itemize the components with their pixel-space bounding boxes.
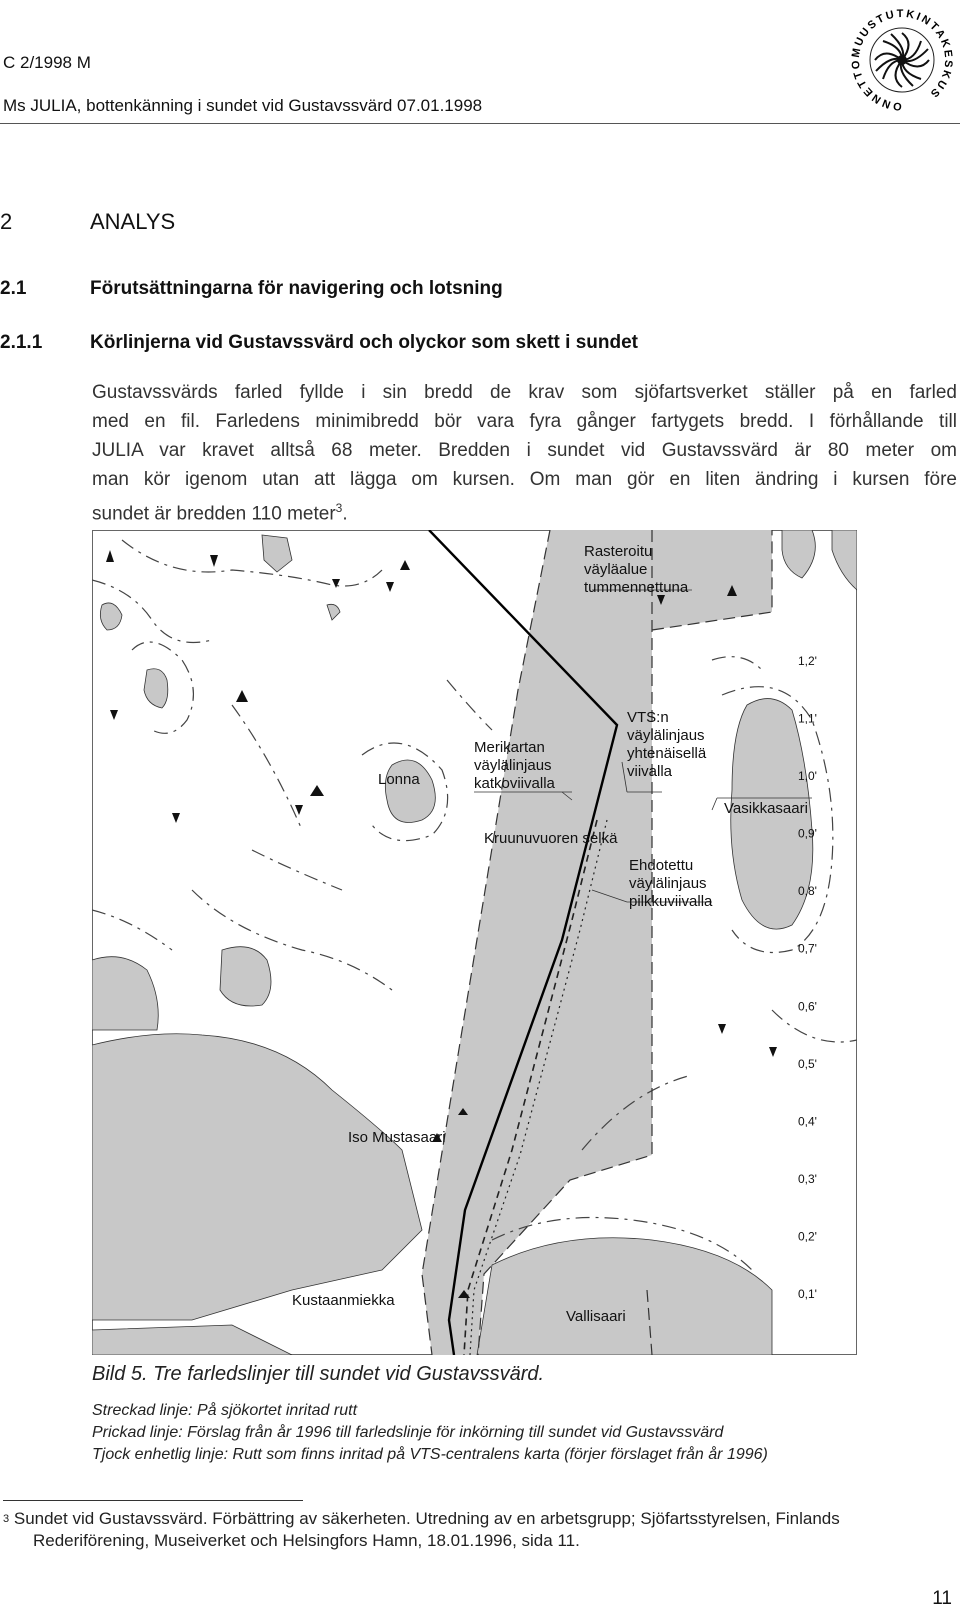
map-label-merikartan: Merikartan: [474, 739, 545, 756]
scale-label: 1,2': [798, 654, 817, 668]
body-paragraph: [92, 378, 957, 528]
section-number: 2: [0, 209, 13, 234]
seal-text: ONNETTOMUUSTUTKINTAKESKUS: [849, 7, 955, 113]
footnote-reference[interactable]: 3: [335, 501, 343, 515]
islet: [220, 947, 271, 1006]
scale-label: 0,7': [798, 941, 817, 956]
section-title: ANALYS: [90, 209, 176, 234]
nautical-chart-figure: [92, 530, 857, 1355]
legend-line: Prickad linje: Förslag från år 1996 till farledslinje för inkörning till sundet vid Gustavssvärd: [92, 1424, 724, 1441]
scale-label: 0,3': [798, 1171, 817, 1186]
subsubsection-heading: [0, 332, 639, 354]
scale-label: 0,9': [798, 826, 817, 841]
map-label-lonna: Lonna: [378, 771, 420, 788]
footnote-divider: [3, 1500, 303, 1501]
legend-line: Streckad linje: På sjökortet inritad rutt: [92, 1402, 358, 1419]
agency-seal-logo: [845, 3, 960, 118]
map-label-merikartan: väylälinjaus: [474, 757, 552, 774]
document-title: Ms JULIA, bottenkänning i sundet vid Gustavssvärd 07.01.1998: [3, 96, 483, 115]
legend-line: Tjock enhetlig linje: Rutt som finns inritad på VTS-centralens karta (förjer förslaget från år 1996): [92, 1446, 768, 1463]
body-line: JULIA var kravet alltså 68 meter. Bredden i sundet vid Gustavssvärd är 80 meter om: [92, 440, 957, 461]
body-line-last: [92, 494, 957, 528]
footnote-text: Rederiförening, Museiverket och Helsingfors Hamn, 18.01.1996, sida 11.: [33, 1531, 580, 1550]
footnote: [3, 1508, 840, 1552]
subsection-title: Förutsättningarna för navigering och lotsning: [90, 278, 503, 299]
scale-label: 0,6': [798, 999, 817, 1014]
map-label-rasteroitu: väyläalue: [584, 561, 648, 578]
map-label-vts: viivalla: [627, 763, 673, 780]
map-label-ehdotettu: Ehdotettu: [629, 857, 694, 874]
header-divider: [0, 123, 960, 124]
scale-label: 0,5': [798, 1056, 817, 1071]
map-label-kustaanmiekka: Kustaanmiekka: [292, 1292, 395, 1309]
subsubsection-number: 2.1.1: [0, 332, 43, 353]
scale-label: 1,0': [798, 769, 817, 784]
scale-label: 0,8': [798, 884, 817, 899]
nautical-chart: [92, 530, 857, 1355]
subsection-heading: [0, 278, 503, 300]
map-label-ehdotettu: väylälinjaus: [629, 875, 707, 892]
footnote-text: Sundet vid Gustavssvärd. Förbättring av säkerheten. Utredning av en arbetsgrupp; Sjöfartsstyrelsen, Finlands: [13, 1509, 840, 1528]
map-label-rasteroitu: Rasteroitu: [584, 543, 653, 560]
scale-label: 0,2': [798, 1229, 817, 1244]
map-label-vasikkasaari: Vasikkasaari: [724, 800, 808, 817]
body-line: med en fil. Farledens minimibredd bör vara fyra gånger fartygets bredd. I förhållande till: [92, 411, 957, 432]
body-line: man kör igenom utan att lägga om kursen. Om man gör en liten ändring i kursen före: [92, 469, 957, 490]
page-number: 11: [932, 1588, 952, 1609]
scale-label: 0,4': [798, 1114, 817, 1129]
map-label-ehdotettu: pilkkuviivalla: [629, 893, 713, 910]
sentence-end: .: [342, 503, 348, 525]
body-line: sundet är bredden 110 meter: [92, 503, 336, 525]
map-label-vts: VTS:n: [627, 709, 669, 726]
map-label-merikartan: katkoviivalla: [474, 775, 555, 792]
map-label-kruunuvuoren: Kruunuvuoren selkä: [484, 830, 618, 847]
scale-label: 1,1': [798, 711, 817, 726]
figure-legend: [92, 1400, 768, 1466]
footnote-number: 3: [3, 1513, 10, 1525]
map-label-vts: väylälinjaus: [627, 727, 705, 744]
scale-label: 0,1': [798, 1287, 817, 1301]
map-label-vallisaari: Vallisaari: [566, 1308, 626, 1325]
map-label-rasteroitu: tummennettuna: [584, 579, 689, 596]
subsection-number: 2.1: [0, 278, 27, 299]
map-label-vts: yhtenäisellä: [627, 745, 707, 762]
map-label-iso-mustasaari: Iso Mustasaari: [348, 1129, 446, 1146]
subsubsection-title: Körlinjerna vid Gustavssvärd och olyckor som skett i sundet: [90, 332, 639, 353]
figure-caption: Bild 5. Tre farledslinjer till sundet vid Gustavssvärd.: [92, 1363, 545, 1385]
document-code: C 2/1998 M: [3, 53, 91, 72]
body-line: Gustavssvärds farled fyllde i sin bredd de krav som sjöfartsverket ställer på en farled: [92, 382, 957, 403]
